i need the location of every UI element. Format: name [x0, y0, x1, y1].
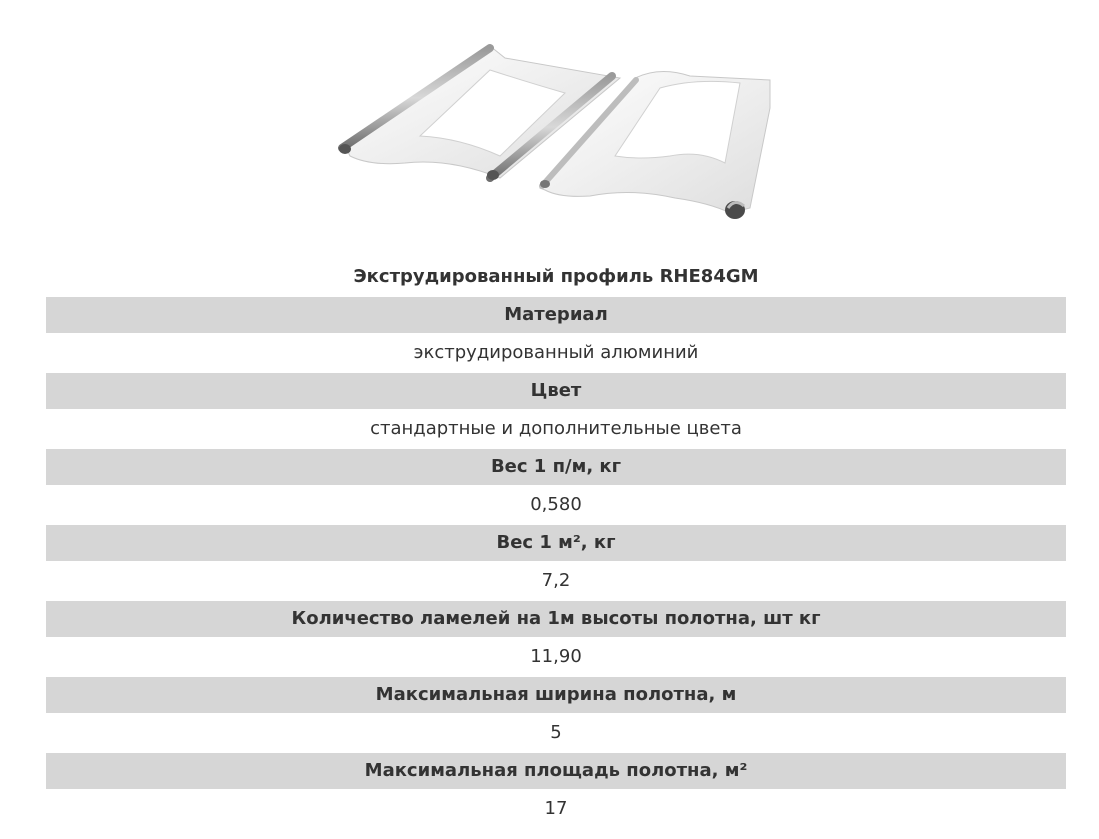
aluminium-slat-profile-icon — [330, 38, 780, 228]
spec-label-max-area: Максимальная площадь полотна, м² — [46, 753, 1066, 789]
product-image — [330, 38, 780, 228]
product-title: Экструдированный профиль RHE84GM — [353, 266, 759, 287]
specs-table — [46, 297, 1066, 829]
spec-label-slat-count: Количество ламелей на 1м высоты полотна, шт кг — [46, 601, 1066, 637]
spec-value-color: стандартные и дополнительные цвета — [46, 409, 1066, 449]
spec-label-weight-per-meter: Вес 1 п/м, кг — [46, 449, 1066, 485]
spec-label-material: Материал — [46, 297, 1066, 333]
spec-value-weight-per-sqm: 7,2 — [46, 561, 1066, 601]
spec-label-weight-per-sqm: Вес 1 м², кг — [46, 525, 1066, 561]
spec-label-color: Цвет — [46, 373, 1066, 409]
spec-value-slat-count: 11,90 — [46, 637, 1066, 677]
spec-value-material: экструдированный алюминий — [46, 333, 1066, 373]
spec-label-max-width: Максимальная ширина полотна, м — [46, 677, 1066, 713]
spec-value-weight-per-meter: 0,580 — [46, 485, 1066, 525]
spec-value-max-area: 17 — [46, 789, 1066, 829]
spec-value-max-width: 5 — [46, 713, 1066, 753]
